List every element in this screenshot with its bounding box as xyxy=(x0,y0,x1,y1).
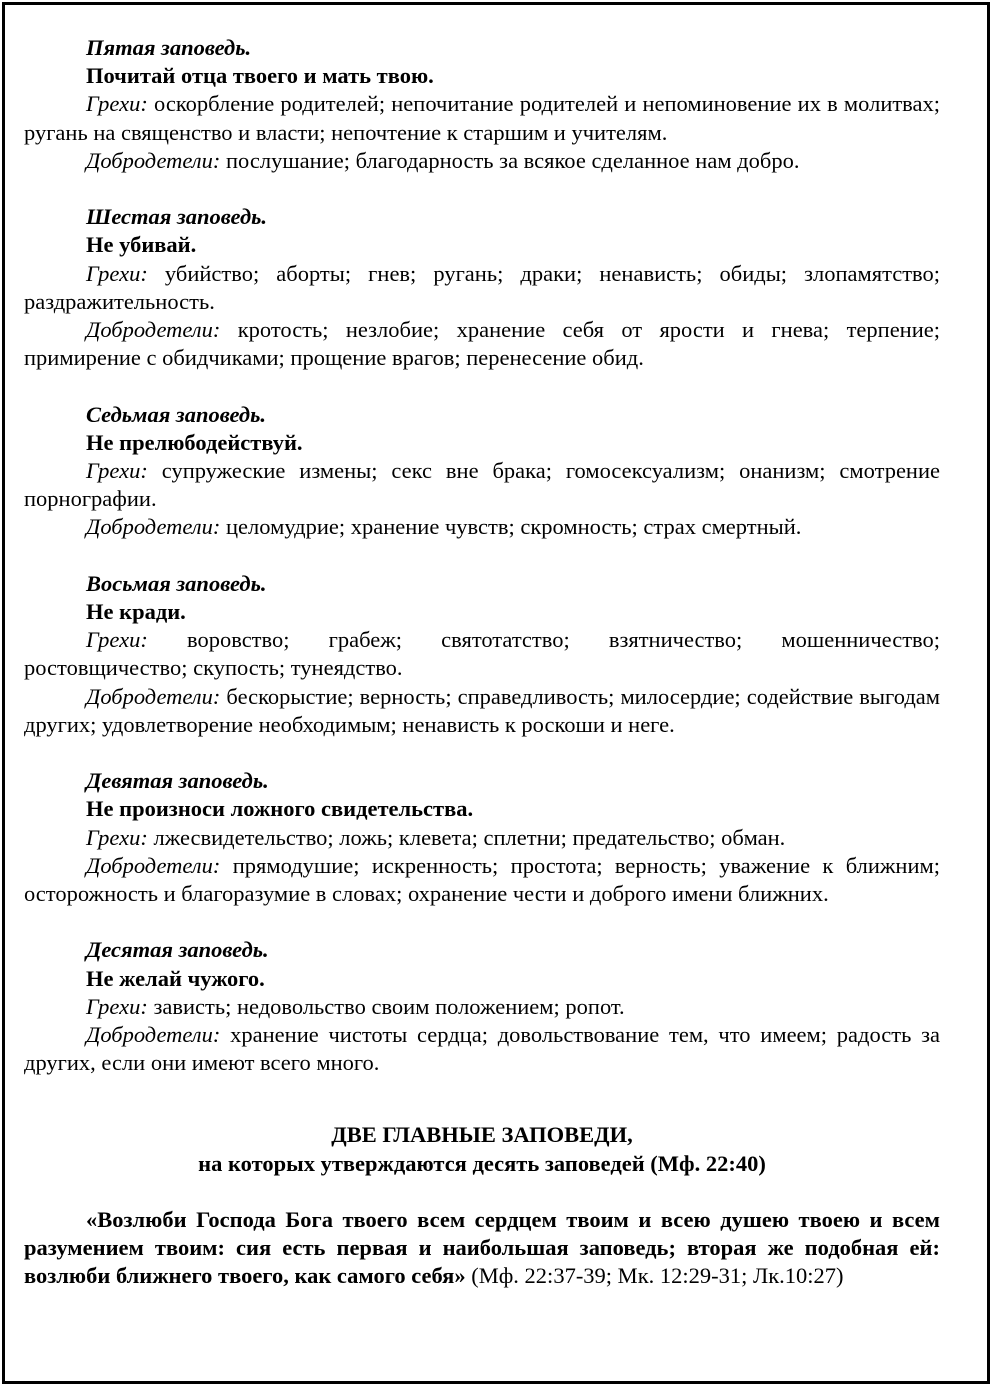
sins-text: воровство; грабеж; святотатство; взятничество; мошенничество; ростовщичество; скупость; тунеядство. xyxy=(24,627,940,681)
commandment-6 xyxy=(24,203,940,372)
quote-text: «Возлюби Господа Бога твоего всем сердцем твоим и всею душею твоею и всем разумением твоим: сия есть первая и наибольшая заповедь; вторая же подобная ей: возлюби ближнего твоего, как самого себя» xyxy=(24,1206,940,1289)
main-commandments-subheading: на которых утверждаются десять заповедей (Мф. 22:40) xyxy=(198,1150,766,1176)
sins-label: Грехи: xyxy=(86,993,148,1019)
virtues-text: кротость; незлобие; хранение себя от ярости и гнева; терпение; примирение с обидчиками; прощение врагов; перенесение обид. xyxy=(24,317,940,371)
virtues-text: послушание; благодарность за всякое сделанное нам добро. xyxy=(226,147,800,173)
sins-label: Грехи: xyxy=(86,260,148,286)
commandment-text: Не кради. xyxy=(86,599,186,625)
sins-text: зависть; недовольство своим положением; ропот. xyxy=(153,993,625,1019)
sins-text: оскорбление родителей; непочитание родителей и непоминовение их в молитвах; ругань на священство и власти; непочтение к старшим и учителям. xyxy=(24,91,941,145)
virtues-text: хранение чистоты сердца; довольствование тем, что имеем; радость за других, если они имеют всего много. xyxy=(24,1022,940,1076)
commandment-text: Не произноси ложного свидетельства. xyxy=(86,796,474,822)
virtues-paragraph xyxy=(24,1021,940,1077)
virtues-paragraph xyxy=(24,852,940,908)
sins-text: убийство; аборты; гнев; ругань; драки; ненависть; обиды; злопамятство; раздражительность. xyxy=(24,260,941,314)
commandment-text: Не убивай. xyxy=(86,232,197,258)
sins-label: Грехи: xyxy=(86,824,148,850)
virtues-text: целомудрие; хранение чувств; скромность; страх смертный. xyxy=(226,514,802,540)
commandment-7 xyxy=(24,401,940,542)
sins-paragraph xyxy=(24,626,940,682)
sins-text: супружеские измены; секс вне брака; гомосексуализм; онанизм; смотрение порнографии. xyxy=(24,458,941,512)
sins-label: Грехи: xyxy=(86,91,148,117)
virtues-label: Добродетели: xyxy=(86,317,221,343)
sins-text: лжесвидетельство; ложь; клевета; сплетни; предательство; обман. xyxy=(153,824,786,850)
virtues-paragraph xyxy=(24,683,940,739)
virtues-text: прямодушие; искренность; простота; верность; уважение к ближним; осторожность и благоразумие в словах; охранение чести и доброго имени ближних. xyxy=(24,852,940,907)
sins-paragraph xyxy=(24,457,940,513)
great-commandment-quote xyxy=(24,1206,940,1291)
commandment-text: Не прелюбодействуй. xyxy=(86,429,303,455)
sins-paragraph xyxy=(24,260,940,316)
commandment-10 xyxy=(24,936,940,1077)
commandment-title: Восьмая заповедь. xyxy=(86,570,267,596)
virtues-label: Добродетели: xyxy=(86,683,221,709)
document-body xyxy=(24,34,940,1290)
main-commandments-heading: ДВЕ ГЛАВНЫЕ ЗАПОВЕДИ, xyxy=(331,1122,633,1148)
sins-label: Грехи: xyxy=(86,627,148,653)
commandment-title: Девятая заповедь. xyxy=(86,768,269,794)
commandment-8 xyxy=(24,570,940,739)
virtues-label: Добродетели: xyxy=(86,147,221,173)
commandment-text: Не желай чужого. xyxy=(86,965,265,991)
virtues-paragraph xyxy=(24,147,940,175)
virtues-text: бескорыстие; верность; справедливость; милосердие; содействие выгодам других; удовлетворение необходимым; ненависть к роскоши и неге. xyxy=(24,683,940,737)
virtues-label: Добродетели: xyxy=(86,514,221,540)
commandment-title: Десятая заповедь. xyxy=(86,937,269,963)
sins-paragraph xyxy=(24,993,940,1021)
commandment-5 xyxy=(24,34,940,175)
commandment-title: Седьмая заповедь. xyxy=(86,401,266,427)
commandment-title: Пятая заповедь. xyxy=(86,35,252,60)
virtues-label: Добродетели: xyxy=(86,852,221,878)
commandment-title: Шестая заповедь. xyxy=(86,204,268,230)
commandment-text: Почитай отца твоего и мать твою. xyxy=(86,63,434,89)
virtues-label: Добродетели: xyxy=(86,1022,221,1048)
sins-label: Грехи: xyxy=(86,458,148,484)
sins-paragraph xyxy=(24,90,940,146)
virtues-paragraph xyxy=(24,316,940,372)
commandment-9 xyxy=(24,767,940,908)
quote-reference: (Мф. 22:37-39; Мк. 12:29-31; Лк.10:27) xyxy=(465,1263,844,1289)
virtues-paragraph xyxy=(24,513,940,541)
sins-paragraph xyxy=(24,824,940,852)
